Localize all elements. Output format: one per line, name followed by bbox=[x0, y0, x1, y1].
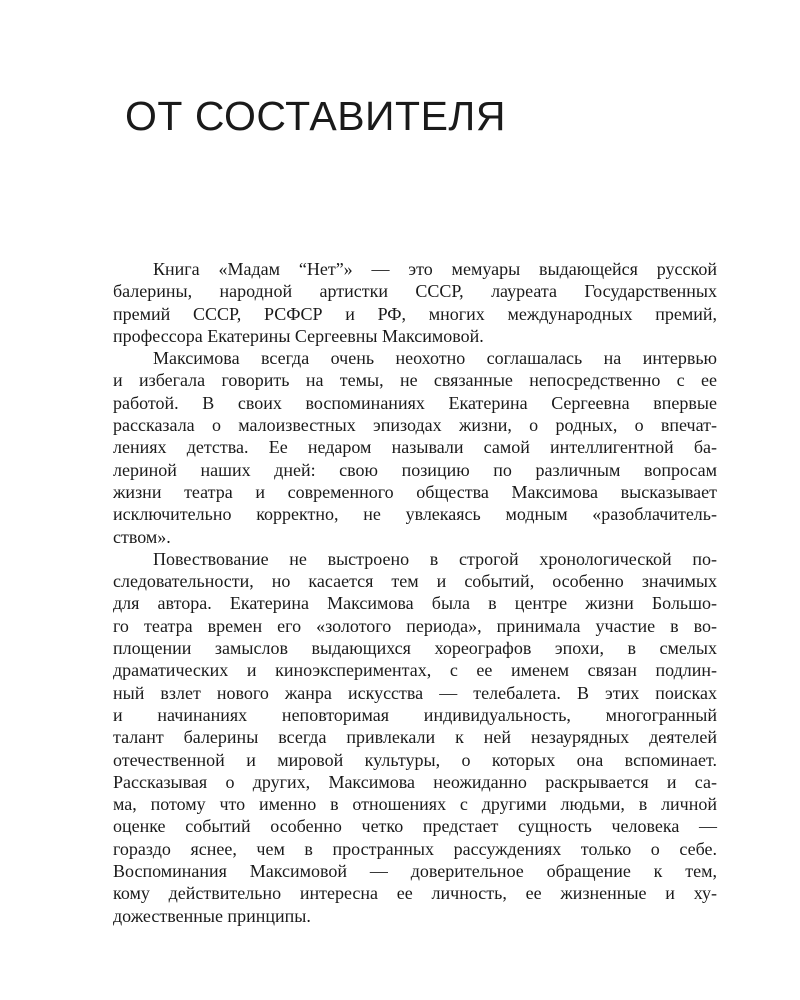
text-line: лериной наших дней: свою позицию по различным вопросам bbox=[113, 459, 717, 480]
text-line: Повествование не выстроено в строгой хронологической по- bbox=[153, 548, 717, 569]
paragraph bbox=[113, 347, 717, 548]
text-line: отечественной и мировой культуры, о которых она вспоминает. bbox=[113, 749, 717, 770]
text-line: балерины, народной артистки СССР, лауреата Государственных bbox=[113, 281, 717, 302]
text-line: для автора. Екатерина Максимова была в центре жизни Большо- bbox=[113, 593, 717, 614]
text-line: и избегала говорить на темы, не связанные непосредственно с ее bbox=[113, 370, 717, 391]
text-line: Максимова всегда очень неохотно соглашалась на интервью bbox=[153, 348, 717, 369]
text-line: оценке событий особенно четко предстает сущность человека — bbox=[113, 816, 717, 837]
paragraph bbox=[113, 548, 717, 927]
text-line: премий СССР, РСФСР и РФ, многих международных премий, bbox=[113, 303, 717, 324]
text-line: драматических и киноэкспериментах, с ее именем связан подлин- bbox=[113, 660, 717, 681]
text-line: ный взлет нового жанра искусства — телебалета. В этих поисках bbox=[113, 682, 717, 703]
text-line: работой. В своих воспоминаниях Екатерина Сергеевна впервые bbox=[113, 392, 717, 413]
text-line: площении замыслов выдающихся хореографов эпохи, в смелых bbox=[113, 638, 717, 659]
paragraph bbox=[113, 258, 717, 347]
chapter-title: ОТ СОСТАВИТЕЛЯ bbox=[125, 93, 506, 139]
text-line: Рассказывая о других, Максимова неожиданно раскрывается и са- bbox=[113, 771, 717, 792]
text-line: гораздо яснее, чем в пространных рассуждениях только о себе. bbox=[113, 838, 717, 859]
text-line: лениях детства. Ее недаром называли самой интеллигентной ба- bbox=[113, 437, 717, 458]
text-line: следовательности, но касается тем и событий, особенно значимых bbox=[113, 571, 717, 592]
text-line: дожественные принципы. bbox=[113, 905, 311, 926]
text-line: и начинаниях неповторимая индивидуальность, многогранный bbox=[113, 704, 717, 725]
text-line: Книга «Мадам “Нет”» — это мемуары выдающейся русской bbox=[153, 259, 717, 279]
text-line: талант балерины всегда привлекали к ней незаурядных деятелей bbox=[113, 727, 717, 748]
foreword-text bbox=[113, 258, 717, 927]
text-line: ма, потому что именно в отношениях с другими людьми, в личной bbox=[113, 794, 717, 815]
text-line: профессора Екатерины Сергеевны Максимовой. bbox=[113, 325, 484, 346]
text-line: Воспоминания Максимовой — доверительное обращение к тем, bbox=[113, 861, 717, 882]
text-line: ством». bbox=[113, 526, 171, 547]
text-line: исключительно корректно, не увлекаясь модным «разоблачитель- bbox=[113, 504, 717, 525]
text-line: жизни театра и современного общества Максимова высказывает bbox=[113, 481, 717, 502]
text-line: рассказала о малоизвестных эпизодах жизни, о родных, о впечат- bbox=[113, 415, 717, 436]
text-line: кому действительно интересна ее личность, ее жизненные и ху- bbox=[113, 883, 717, 904]
text-line: го театра времен его «золотого периода», принимала участие в во- bbox=[113, 615, 717, 636]
